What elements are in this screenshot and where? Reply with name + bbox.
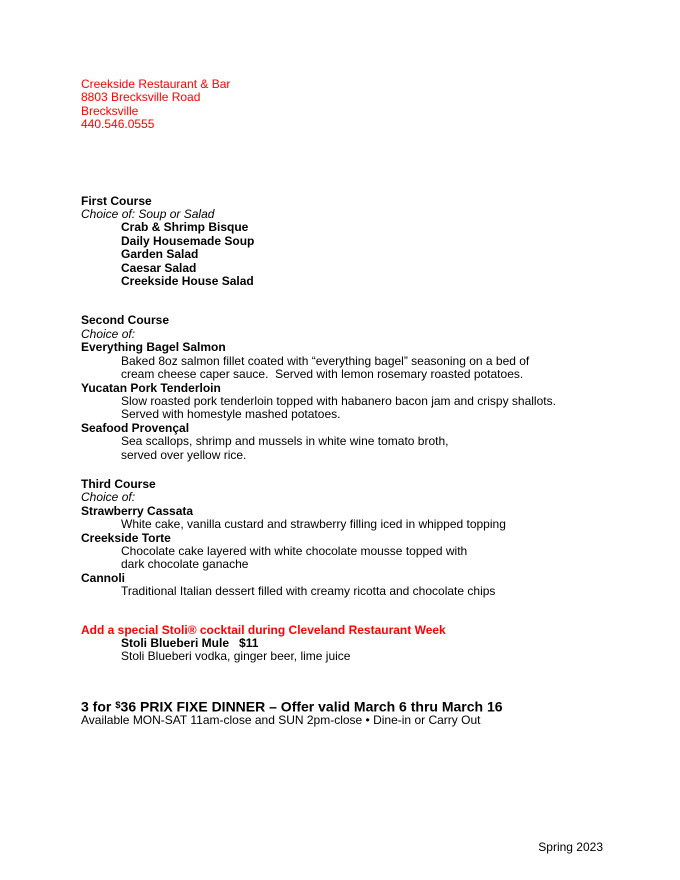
cocktail-item-description: Stoli Blueberi vodka, ginger beer, lime juice <box>121 649 351 664</box>
menu-item-yucatan-pork-tenderloin: Yucatan Pork Tenderloin <box>81 380 221 395</box>
menu-item-description: Slow roasted pork tenderloin topped with habanero bacon jam and crispy shallots. <box>121 393 556 408</box>
menu-item-description: White cake, vanilla custard and strawberry filling iced in whipped topping <box>121 517 506 532</box>
menu-item-everything-bagel-salmon: Everything Bagel Salmon <box>81 340 226 355</box>
cocktail-promo-section <box>0 624 680 664</box>
menu-item-description: cream cheese caper sauce. Served with lemon rosemary roasted potatoes. <box>121 367 524 382</box>
menu-item-garden-salad: Garden Salad <box>121 247 199 262</box>
offer-availability: Available MON-SAT 11am-close and SUN 2pm-close • Dine-in or Carry Out <box>81 713 481 728</box>
menu-item-seafood-provencal: Seafood Provençal <box>81 420 190 435</box>
menu-item-description: Chocolate cake layered with white chocolate mousse topped with <box>121 543 468 558</box>
menu-item-creekside-torte: Creekside Torte <box>81 530 171 545</box>
menu-item-strawberry-cassata: Strawberry Cassata <box>81 503 194 518</box>
edition-label: Spring 2023 <box>538 839 603 854</box>
offer-headline-rest: 36 PRIX FIXE DINNER – Offer valid March 6 thru March 16 <box>120 698 503 715</box>
third-course-title: Third Course <box>81 476 156 491</box>
menu-item-description: Served with homestyle mashed potatoes. <box>121 407 341 422</box>
menu-item-caesar-salad: Caesar Salad <box>121 260 197 275</box>
third-course-section <box>0 478 680 599</box>
restaurant-name: Creekside Restaurant & Bar <box>81 77 231 91</box>
menu-item-description: Baked 8oz salmon fillet coated with “everything bagel” seasoning on a bed of <box>121 353 530 368</box>
restaurant-city: Brecksville <box>81 103 139 118</box>
menu-item-creekside-house-salad: Creekside House Salad <box>121 274 254 289</box>
offer-currency-superscript: $ <box>115 699 121 711</box>
menu-item-description: dark chocolate ganache <box>121 557 249 572</box>
cocktail-item-name: Stoli Blueberi Mule $11 <box>121 636 259 650</box>
menu-item-crab-shrimp-bisque: Crab & Shrimp Bisque <box>121 220 249 235</box>
restaurant-header <box>0 78 680 132</box>
menu-item-cannoli: Cannoli <box>81 570 125 585</box>
menu-item-description: served over yellow rice. <box>121 447 247 462</box>
offer-prefix: 3 for <box>81 698 116 715</box>
first-course-choice: Choice of: Soup or Salad <box>81 207 215 222</box>
menu-item-daily-housemade-soup: Daily Housemade Soup <box>121 233 255 248</box>
second-course-choice: Choice of: <box>81 326 136 341</box>
prix-fixe-offer-headline <box>81 698 680 715</box>
restaurant-phone: 440.546.0555 <box>81 117 155 132</box>
menu-item-description: Traditional Italian dessert filled with creamy ricotta and chocolate chips <box>121 584 496 599</box>
first-course-section <box>0 195 680 289</box>
third-course-choice: Choice of: <box>81 490 136 505</box>
second-course-section <box>0 314 680 461</box>
menu-edition-footer <box>0 841 680 854</box>
cocktail-promo-headline: Add a special Stoli® cocktail during Cleveland Restaurant Week <box>81 622 446 637</box>
second-course-title: Second Course <box>81 313 170 328</box>
prix-fixe-offer-section <box>0 698 680 728</box>
first-course-title: First Course <box>81 193 152 208</box>
menu-item-description: Sea scallops, shrimp and mussels in white wine tomato broth, <box>121 434 449 449</box>
restaurant-address: 8803 Brecksville Road <box>81 90 201 105</box>
